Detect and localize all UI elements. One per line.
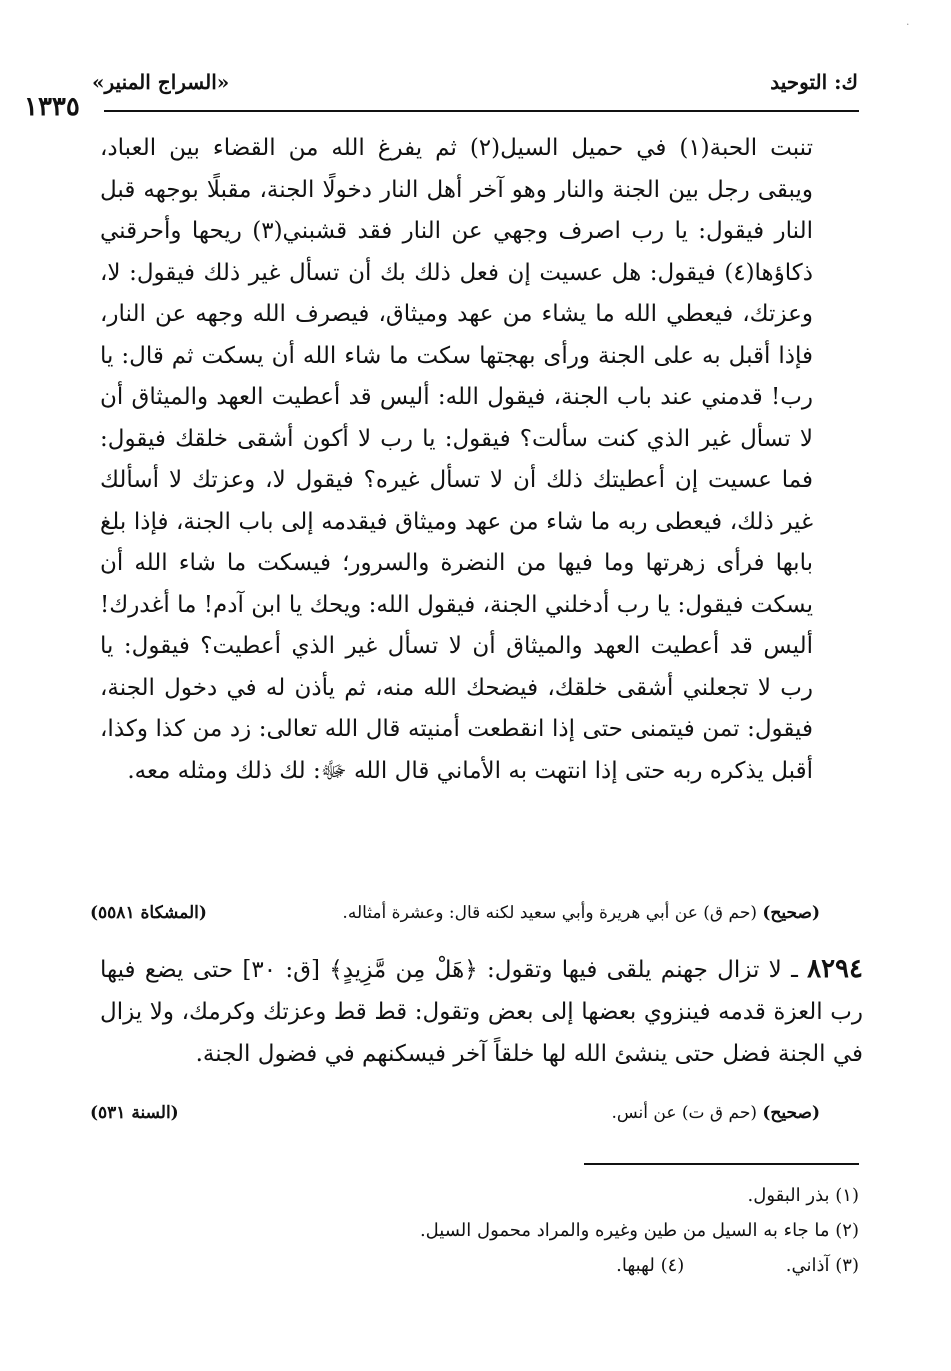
footnotes (99, 1178, 859, 1283)
page-number: ١٣٣٥ (24, 92, 80, 122)
footnote-2 (99, 1213, 859, 1248)
book-title: «السراج المنير» (92, 70, 230, 94)
hadith-8294-text: ـ لا تزال جهنم يلقى فيها وتقول: ﴿هَلْ مِن مَّزِيدٍ﴾ [ق: ٣٠] حتى يضع فيها رب العزة قدمه فينزوي بعضها إلى بعض وتقول: قط قط وعزتك وكرمك، ولا يزال في الجنة فضل حتى ينشئ الله لها خلقاً آخر فيسكنهم في فضول الجنة. (100, 957, 863, 1067)
hadith-8294 (100, 948, 863, 1075)
grading-1-text: (حم ق) عن أبي هريرة وأبي سعيد لكنه قال: وعشرة أمثاله. (342, 903, 757, 923)
grading-2-source: (السنة ٥٣١) (90, 1103, 179, 1123)
grading-2-label: (صحيح) (762, 1103, 820, 1123)
grading-2-text-group (611, 1103, 820, 1123)
chapter-title: ك: التوحيد (770, 70, 858, 94)
footnote-3-number: (٣) (835, 1255, 859, 1276)
footnote-1 (99, 1178, 859, 1213)
grading-1-text-group (342, 903, 820, 923)
footnote-3-4 (99, 1248, 859, 1283)
grading-line-1 (90, 903, 820, 933)
grading-1-source: (المشكاة ٥٥٨١) (90, 903, 207, 923)
footnote-2-number: (٢) (835, 1220, 859, 1241)
grading-1-label: (صحيح) (762, 903, 820, 923)
hadith-body-text: تنبت الحبة(١) في حميل السيل(٢) ثم يفرغ الله من القضاء بين العباد، ويبقى رجل بين الجنة والنار وهو آخر أهل النار دخولًا الجنة، مقبلًا بوجهه قبل النار فيقول: يا رب اصرف وجهي عن النار فقد قشبني(٣) ريحها وأحرقني ذكاؤها(٤) فيقول: هل عسيت إن فعل ذلك بك أن تسأل غير ذلك فيقول: لا، وعزتك، فيعطي الله ما يشاء من عهد وميثاق، فيصرف الله وجهه عن النار، فإذا أقبل به على الجنة ورأى بهجتها سكت ما شاء الله أن يسكت ثم قال: يا رب! قدمني عند باب الجنة، فيقول الله: أليس قد أعطيت العهد والميثاق أن لا تسأل غير الذي كنت سألت؟ فيقول: يا رب لا أكون أشقى خلقك فيقول: فما عسيت إن أعطيتك ذلك أن لا تسأل غيره؟ فيقول لا، وعزتك لا أسألك غير ذلك، فيعطى ربه ما شاء من عهد وميثاق فيقدمه إلى باب الجنة، فإذا بلغ بابها فرأى زهرتها وما فيها من النضرة والسرور؛ فيسكت ما شاء الله أن يسكت فيقول: يا رب أدخلني الجنة، فيقول الله: ويحك يا ابن آدم! ما أغدرك! أليس قد أعطيت العهد والميثاق أن لا تسأل غير الذي أعطيت؟ فيقول: يا رب لا تجعلني أشقى خلقك، فيضحك الله منه، ثم يأذن له في دخول الجنة، فيقول: تمن فيتمنى حتى إذا انقطعت أمنيته قال الله تعالى: زد من كذا وكذا، أقبل يذكره ربه حتى إذا انتهت به الأماني قال الله ﷻ: لك ذلك ومثله معه. (100, 135, 813, 784)
hadith-number: ٨٢٩٤ (807, 954, 863, 984)
footnote-1-number: (١) (835, 1185, 859, 1206)
header-rule (104, 110, 859, 112)
grading-2-text: (حم ق ت) عن أنس. (611, 1103, 757, 1123)
page-header (88, 68, 858, 98)
scan-corner-mark: · (906, 18, 910, 31)
footnote-rule (584, 1163, 859, 1165)
footnote-4-text: لهبها. (616, 1255, 655, 1276)
footnote-4-number: (٤) (660, 1255, 685, 1276)
grading-line-2 (90, 1103, 820, 1133)
footnote-2-text: ما جاء به السيل من طين وغيره والمراد محمول السيل. (419, 1220, 830, 1241)
footnote-1-text: بذر البقول. (747, 1185, 830, 1206)
footnote-3-text: آذاني. (785, 1255, 830, 1276)
